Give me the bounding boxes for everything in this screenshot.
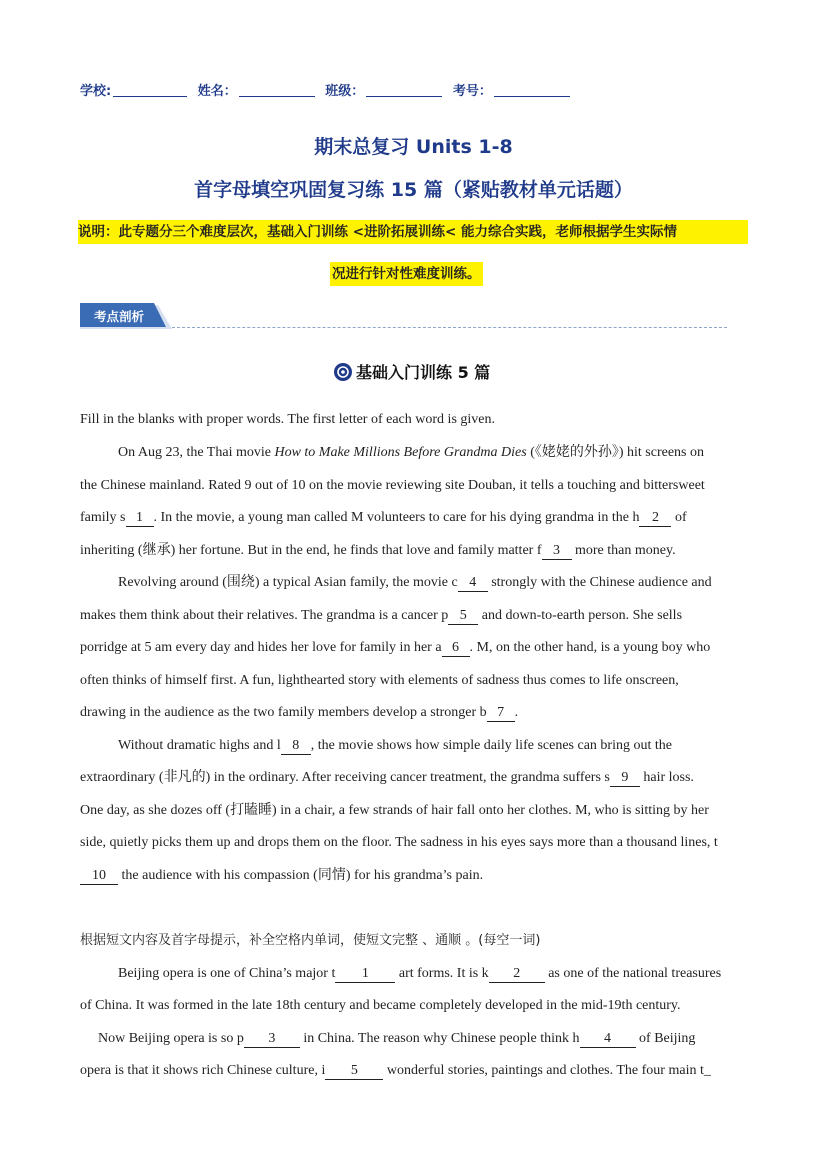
- section-tab-label: 考点剖析: [94, 309, 145, 324]
- answer-blank[interactable]: 8: [281, 738, 311, 755]
- school-field[interactable]: [113, 84, 187, 97]
- passage1-line: extraordinary (非凡的) in the ordinary. After receiving cancer treatment, the grandma suffers s 9 hair loss.: [80, 770, 694, 785]
- answer-blank[interactable]: 10: [80, 868, 118, 885]
- exam-number-label: 考号：: [452, 84, 492, 99]
- instruction-note-line1: 说明：此专题分三个难度层次，基础入门训练 <进阶拓展训练< 能力综合实践，老师根据学生实际情: [78, 220, 748, 244]
- class-label: 班级：: [325, 84, 365, 99]
- section-tab: [80, 303, 170, 329]
- passage1-line: One day, as she dozes off (打瞌睡) in a chair, a few strands of hair fall onto her clothes. M, who is sitting by her: [80, 803, 709, 818]
- target-icon: [333, 362, 353, 382]
- instruction-note-line2: 况进行针对性难度训练。: [330, 262, 483, 286]
- section-divider: [172, 327, 727, 328]
- answer-blank[interactable]: 2: [639, 510, 671, 527]
- passage1-instruction: Fill in the blanks with proper words. The first letter of each word is given.: [80, 412, 495, 427]
- page-subtitle: 首字母填空巩固复习练 15 篇（紧贴教材单元话题）: [194, 179, 633, 201]
- passage1-line: side, quietly picks them up and drops them on the floor. The sadness in his eyes says more than a thousand lines, t: [80, 835, 718, 850]
- school-label: 学校:: [80, 84, 112, 99]
- section-subheading: [333, 360, 490, 383]
- passage2-line: of China. It was formed in the late 18th century and became completely developed in the mid-19th century.: [80, 998, 681, 1013]
- answer-blank[interactable]: 5: [325, 1063, 383, 1080]
- answer-blank[interactable]: 2: [489, 966, 545, 983]
- name-label: 姓名：: [197, 84, 237, 99]
- passage1-line: porridge at 5 am every day and hides her love for family in her a 6 . M, on the other hand, is a young boy who: [80, 640, 711, 655]
- passage1-line: On Aug 23, the Thai movie How to Make Millions Before Grandma Dies (《姥姥的外孙》) hit screens on: [118, 445, 704, 460]
- passage1-line: inheriting (继承) her fortune. But in the end, he finds that love and family matter f 3 more than money.: [80, 543, 676, 558]
- answer-blank[interactable]: 3: [244, 1031, 300, 1048]
- answer-blank[interactable]: 9: [610, 770, 640, 787]
- answer-blank[interactable]: 4: [580, 1031, 636, 1048]
- passage1-line: drawing in the audience as the two family members develop a stronger b 7 .: [80, 705, 519, 720]
- passage1-line: the Chinese mainland. Rated 9 out of 10 on the movie reviewing site Douban, it tells a touching and bittersweet: [80, 478, 705, 493]
- passage1-line: Revolving around (围绕) a typical Asian family, the movie c 4 strongly with the Chinese audience and: [118, 575, 712, 590]
- answer-blank[interactable]: 1: [126, 510, 154, 527]
- passage1-line: makes them think about their relatives. The grandma is a cancer p 5 and down-to-earth person. She sells: [80, 608, 683, 623]
- passage2-line: opera is that it shows rich Chinese culture, i 5 wonderful stories, paintings and clothes. The four main t_: [80, 1063, 711, 1078]
- passage1-line: Without dramatic highs and l 8 , the movie shows how simple daily life scenes can bring out the: [118, 738, 672, 753]
- name-field[interactable]: [239, 84, 315, 97]
- answer-blank[interactable]: 7: [487, 705, 515, 722]
- student-info-header: [80, 80, 576, 99]
- answer-blank[interactable]: 4: [458, 575, 488, 592]
- passage1-line: often thinks of himself first. A fun, lighthearted story with elements of sadness thus comes to life onscreen,: [80, 673, 679, 688]
- class-field[interactable]: [366, 84, 442, 97]
- passage2-line: Beijing opera is one of China’s major t 1 art forms. It is k 2 as one of the national treasures: [118, 966, 722, 981]
- passage1-line: family s 1 . In the movie, a young man called M volunteers to care for his dying grandma in the h 2 of: [80, 510, 687, 525]
- passage1-line: 10 the audience with his compassion (同情) for his grandma’s pain.: [80, 860, 748, 893]
- exam-number-field[interactable]: [494, 84, 570, 97]
- section-subheading-text: 基础入门训练 5 篇: [356, 363, 491, 382]
- passage2-line: Now Beijing opera is so p 3 in China. The reason why Chinese people think h 4 of Beijing: [98, 1031, 696, 1046]
- answer-blank[interactable]: 5: [448, 608, 478, 625]
- answer-blank[interactable]: 6: [442, 640, 470, 657]
- answer-blank[interactable]: 3: [542, 543, 572, 560]
- movie-title: How to Make Millions Before Grandma Dies: [274, 445, 527, 460]
- page-title: 期末总复习 Units 1-8: [314, 136, 513, 158]
- passage2-instruction: 根据短文内容及首字母提示，补全空格内单词，使短文完整 、通顺 。(每空一词): [80, 933, 541, 948]
- answer-blank[interactable]: 1: [335, 966, 395, 983]
